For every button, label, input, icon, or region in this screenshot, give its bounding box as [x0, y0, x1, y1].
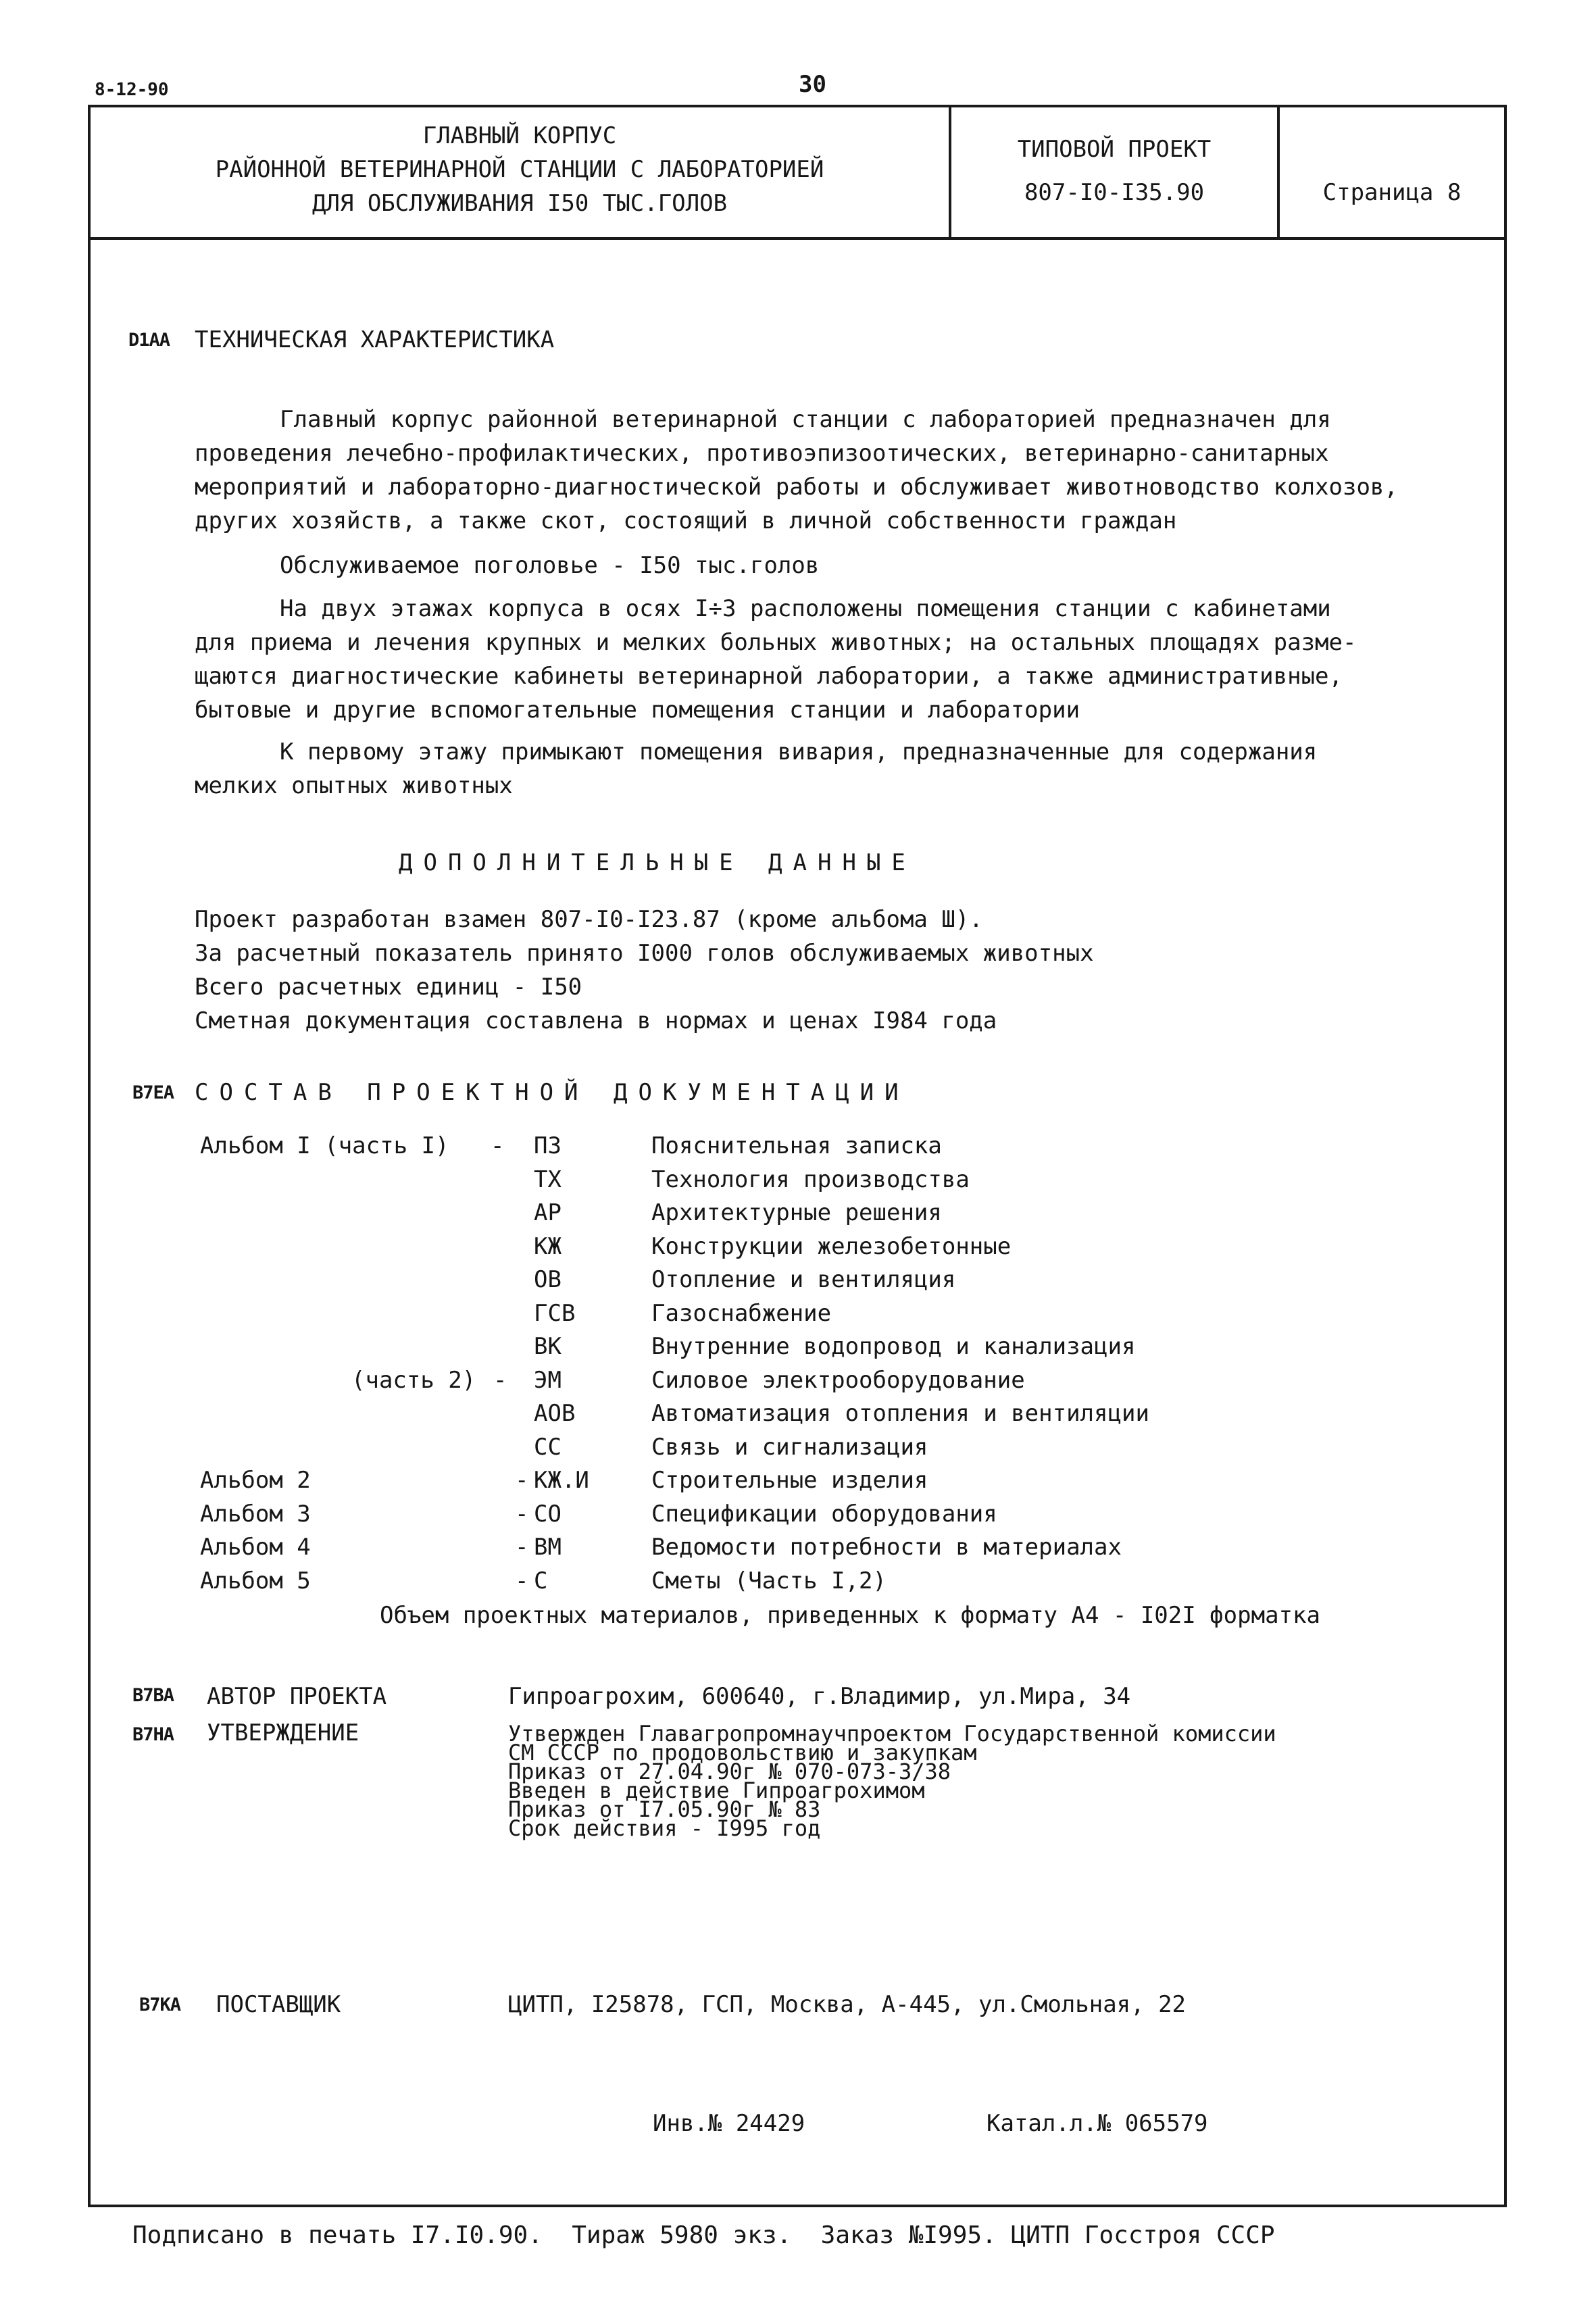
- project-label: ТИПОВОЙ ПРОЕКТ: [1017, 136, 1212, 163]
- header-title: [91, 119, 949, 220]
- composition-row: [0, 1330, 1596, 1364]
- composition-row: [0, 1431, 1596, 1465]
- section-tag: D1АА: [128, 330, 170, 351]
- text-line: Главный корпус районной ветеринарной станции с лабораторией предназначен для: [280, 406, 1331, 433]
- composition-code: ГСВ: [534, 1299, 576, 1327]
- composition-title: Строительные изделия: [651, 1467, 928, 1494]
- composition-code: ВМ: [534, 1534, 562, 1561]
- text-line: щаются диагностические кабинеты ветеринарной лаборатории, а также административные,: [195, 663, 1343, 690]
- approval-label: УТВЕРЖДЕНИЕ: [207, 1719, 359, 1746]
- tech-heading: ТЕХНИЧЕСКАЯ ХАРАКТЕРИСТИКА: [195, 326, 555, 353]
- text-line: Сметная документация составлена в нормах и ценах I984 года: [195, 1007, 997, 1034]
- composition-code: ТХ: [534, 1165, 562, 1193]
- section-tag: В7НА: [132, 1724, 174, 1745]
- composition-title: Технология производства: [651, 1165, 970, 1193]
- composition-dash: -: [515, 1500, 529, 1528]
- composition-dash: -: [493, 1366, 507, 1394]
- composition-dash: -: [491, 1132, 505, 1159]
- text-line: За расчетный показатель принято I000 голов обслуживаемых животных: [195, 940, 1094, 967]
- header-divider-1: [949, 105, 951, 238]
- header-divider: [88, 237, 1507, 240]
- text-line: Приказ от 27.04.90г № 070-073-3/38: [508, 1759, 951, 1784]
- composition-code: С: [534, 1567, 548, 1594]
- composition-album: (часть 2): [351, 1366, 476, 1394]
- composition-code: КЖ: [534, 1232, 562, 1260]
- composition-title: Газоснабжение: [651, 1299, 832, 1327]
- tech-paragraph-1: [195, 403, 1398, 538]
- supplier-label: ПОСТАВЩИК: [216, 1991, 341, 2018]
- text-line: СМ СССР по продовольствию и закупкам: [508, 1740, 977, 1765]
- composition-dash: -: [515, 1467, 529, 1494]
- composition-row: [0, 1565, 1596, 1599]
- composition-title: Автоматизация отопления и вентиляции: [651, 1400, 1149, 1427]
- inventory-number: Инв.№ 24429: [653, 2110, 805, 2137]
- print-footer: Подписано в печать I7.I0.90. Тираж 5980 экз. Заказ №I995. ЦИТП Госстроя СССР: [132, 2221, 1275, 2249]
- header-divider-2: [1277, 105, 1280, 238]
- text-line: Введен в действие Гипроагрохимом: [508, 1778, 925, 1803]
- composition-title: Связь и сигнализация: [651, 1433, 928, 1461]
- text-line: Всего расчетных единиц - I50: [195, 974, 582, 1001]
- composition-title: Архитектурные решения: [651, 1199, 942, 1226]
- text-line: Приказ от I7.05.90г № 83: [508, 1796, 821, 1822]
- tech-paragraph-4: [195, 735, 1317, 803]
- composition-code: ПЗ: [534, 1132, 562, 1159]
- supplier-value: ЦИТП, I25878, ГСП, Москва, А-445, ул.Смольная, 22: [508, 1991, 1187, 2018]
- composition-code: ОВ: [534, 1266, 562, 1293]
- composition-row: [0, 1297, 1596, 1331]
- header-title-line: РАЙОННОЙ ВЕТЕРИНАРНОЙ СТАНЦИИ С ЛАБОРАТОРИЕЙ: [215, 156, 824, 183]
- composition-title: Силовое электрооборудование: [651, 1366, 1025, 1394]
- page-label: Страница 8: [1322, 179, 1462, 206]
- section-tag: В7ЕА: [132, 1082, 174, 1103]
- text-line: Срок действия - I995 год: [508, 1815, 821, 1841]
- additional-lines: [195, 903, 1094, 1038]
- composition-row: [0, 1397, 1596, 1431]
- composition-code: СО: [534, 1500, 562, 1528]
- composition-row: [0, 1230, 1596, 1264]
- composition-row: [0, 1263, 1596, 1297]
- composition-album: Альбом 2: [200, 1467, 311, 1494]
- composition-dash: -: [515, 1534, 529, 1561]
- composition-title: Ведомости потребности в материалах: [651, 1534, 1122, 1561]
- section-tag: В7ВА: [132, 1685, 174, 1706]
- page-number: 30: [799, 71, 826, 98]
- composition-dash: -: [515, 1567, 529, 1594]
- text-line: К первому этажу примыкают помещения вивария, предназначенные для содержания: [280, 738, 1318, 765]
- text-line: мероприятий и лабораторно-диагностической работы и обслуживает животноводство колхозов,: [195, 474, 1398, 501]
- text-line: На двух этажах корпуса в осях I÷3 расположены помещения станции с кабинетами: [280, 595, 1331, 622]
- composition-album: Альбом 3: [200, 1500, 311, 1528]
- composition-code: АР: [534, 1199, 562, 1226]
- composition-row: [0, 1498, 1596, 1532]
- section-tag: В7КА: [139, 1994, 181, 2015]
- composition-code: ВК: [534, 1333, 562, 1360]
- date-stamp: 8-12-90: [95, 80, 169, 100]
- author-label: АВТОР ПРОЕКТА: [207, 1683, 387, 1710]
- text-line: других хозяйств, а также скот, состоящий в личной собственности граждан: [195, 507, 1177, 534]
- composition-heading: СОСТАВ ПРОЕКТНОЙ ДОКУМЕНТАЦИИ: [195, 1079, 909, 1106]
- tech-paragraph-2: Обслуживаемое поголовье - I50 тыс.голов: [280, 552, 820, 579]
- composition-title: Внутренние водопровод и канализация: [651, 1333, 1136, 1360]
- catalog-number: Катал.л.№ 065579: [987, 2110, 1208, 2137]
- composition-row: [0, 1464, 1596, 1498]
- text-line: мелких опытных животных: [195, 772, 513, 799]
- composition-album: Альбом 4: [200, 1534, 311, 1561]
- composition-title: Спецификации оборудования: [651, 1500, 997, 1528]
- text-line: бытовые и другие вспомогательные помещения станции и лаборатории: [195, 697, 1080, 724]
- composition-list: [0, 1130, 1596, 1598]
- header-title-line: ДЛЯ ОБСЛУЖИВАНИЯ I50 ТЫС.ГОЛОВ: [311, 190, 728, 217]
- composition-title: Сметы (Часть I,2): [651, 1567, 887, 1594]
- composition-row: [0, 1163, 1596, 1197]
- composition-album: Альбом I (часть I): [200, 1132, 449, 1159]
- tech-paragraph-3: [195, 592, 1356, 727]
- composition-code: ЭМ: [534, 1366, 562, 1394]
- composition-code: КЖ.И: [534, 1467, 589, 1494]
- composition-code: СС: [534, 1433, 562, 1461]
- approval-lines: [508, 1721, 1276, 1841]
- text-line: Проект разработан взамен 807-I0-I23.87 (кроме альбома Ш).: [195, 906, 983, 933]
- header-title-line: ГЛАВНЫЙ КОРПУС: [422, 122, 617, 149]
- additional-heading: ДОПОЛНИТЕЛЬНЫЕ ДАННЫЕ: [399, 849, 916, 876]
- composition-row: [0, 1130, 1596, 1163]
- composition-code: АОВ: [534, 1400, 576, 1427]
- composition-album: Альбом 5: [200, 1567, 311, 1594]
- text-line: для приема и лечения крупных и мелких больных животных; на остальных площадях разме-: [195, 629, 1357, 656]
- composition-row: [0, 1197, 1596, 1230]
- composition-row: [0, 1531, 1596, 1565]
- text-line: проведения лечебно-профилактических, противоэпизоотических, ветеринарно-санитарных: [195, 440, 1329, 467]
- volume-note: Объем проектных материалов, приведенных к формату А4 - I02I форматка: [380, 1602, 1320, 1629]
- composition-title: Отопление и вентиляция: [651, 1266, 956, 1293]
- composition-title: Пояснительная записка: [651, 1132, 942, 1159]
- author-value: Гипроагрохим, 600640, г.Владимир, ул.Мира, 34: [508, 1683, 1131, 1710]
- text-line: Утвержден Главагропромнаучпроектом Государственной комиссии: [508, 1721, 1276, 1746]
- project-code: 807-I0-I35.90: [1024, 179, 1205, 206]
- composition-row: [0, 1364, 1596, 1398]
- composition-title: Конструкции железобетонные: [651, 1232, 1012, 1260]
